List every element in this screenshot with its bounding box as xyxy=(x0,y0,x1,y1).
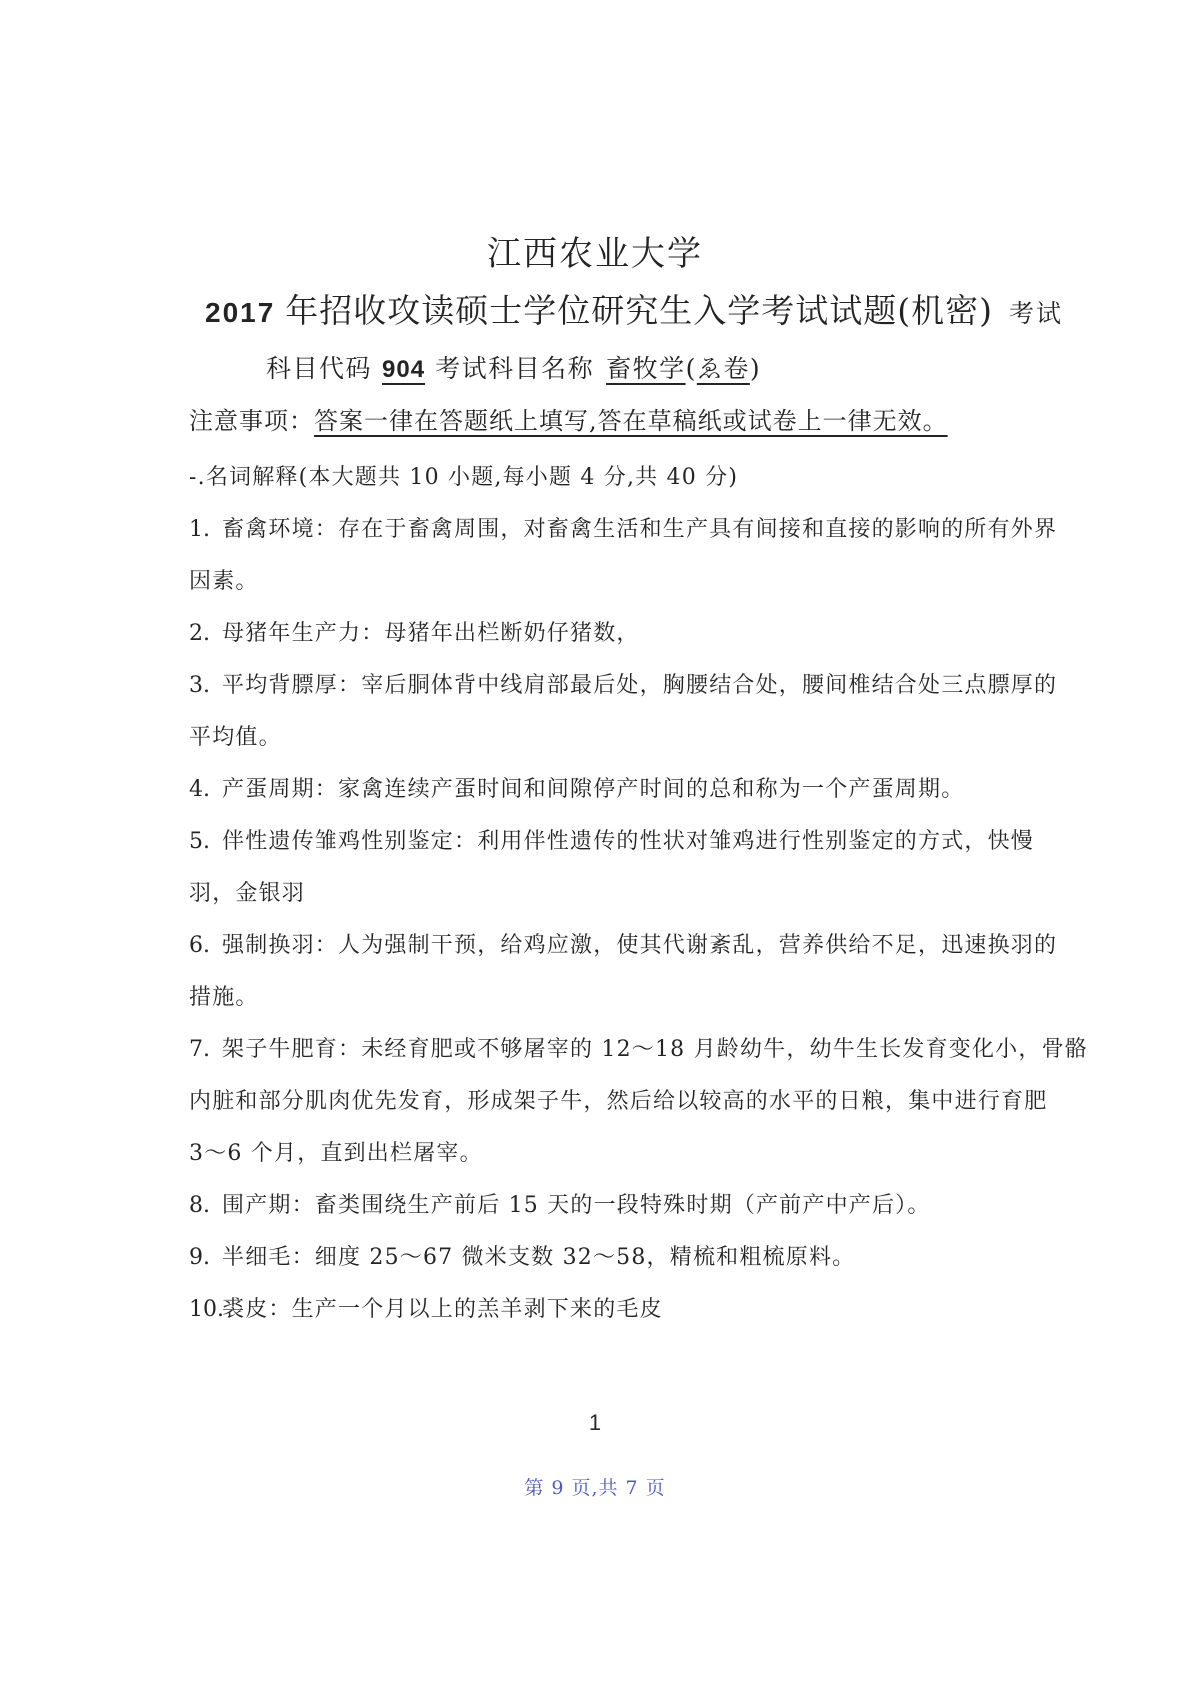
page-number: 1 xyxy=(588,1410,602,1435)
item-7-line-3: 3～6 个月，直到出栏屠宰。 xyxy=(189,1141,483,1166)
item-1-line-1 xyxy=(189,504,1129,556)
item-2-line-1 xyxy=(189,608,1129,660)
item-2-text: 母猪年生产力：母猪年出栏断奶仔猪数， xyxy=(222,621,640,646)
item-5-text: 伴性遗传雏鸡性别鉴定：利用伴性遗传的性状对雏鸡进行性别鉴定的方式，快慢 xyxy=(222,829,1035,854)
variant-open-paren: ( xyxy=(685,354,697,383)
exam-heading-tail: 考试 xyxy=(1009,299,1064,328)
item-1-number: 1. xyxy=(189,517,210,542)
notice-label: 注意事项： xyxy=(189,407,314,435)
item-3-line-1 xyxy=(189,660,1129,712)
item-3-number: 3. xyxy=(189,673,210,698)
notice-text: 答案一律在答题纸上填写,答在草稿纸或试卷上一律无效。 xyxy=(314,407,948,435)
item-6-number: 6. xyxy=(189,933,210,958)
item-7-line-2: 内脏和部分肌肉优先发育，形成架子牛，然后给以较高的水平的日粮，集中进行育肥 xyxy=(189,1089,1048,1114)
item-10-text: 裘皮：生产一个月以上的羔羊剥下来的毛皮 xyxy=(222,1297,663,1322)
item-5-line-1 xyxy=(189,816,1129,868)
item-6-line-1 xyxy=(189,920,1129,972)
item-8-line-1 xyxy=(189,1180,1129,1232)
item-8-text: 围产期：畜类围绕生产前后 15 天的一段特殊时期（产前产中产后）。 xyxy=(222,1193,931,1218)
item-2-number: 2. xyxy=(189,621,210,646)
exam-year: 2017 xyxy=(205,297,276,328)
item-3-text: 平均背膘厚：宰后胴体背中线肩部最后处，胸腰结合处，腰间椎结合处三点膘厚的 xyxy=(222,673,1058,698)
item-7-line-1 xyxy=(189,1024,1129,1076)
notice-line xyxy=(189,401,948,436)
item-3-line-2: 平均值。 xyxy=(189,725,282,750)
subject-name-value: 畜牧学 xyxy=(606,354,686,383)
variant-value: ゑ卷 xyxy=(696,354,750,383)
item-1-line-2: 因素。 xyxy=(189,569,259,594)
item-9-line-1 xyxy=(189,1232,1129,1284)
item-10-number: 10. xyxy=(189,1297,224,1322)
subject-line xyxy=(266,349,761,385)
item-4-number: 4. xyxy=(189,777,210,802)
item-8-number: 8. xyxy=(189,1193,210,1218)
subject-code-label: 科目代码 xyxy=(266,354,373,383)
subject-code-value: 904 xyxy=(382,356,426,383)
page-footer: 第 9 页,共 7 页 xyxy=(524,1477,666,1499)
question-section xyxy=(189,452,1129,1336)
exam-heading-main: 年招收攻读硕士学位研究生入学考试试题(机密) xyxy=(285,291,994,330)
exam-heading-line xyxy=(205,285,1063,332)
item-7-number: 7. xyxy=(189,1037,210,1062)
item-9-text: 半细毛：细度 25～67 微米支数 32～58，精梳和粗梳原料。 xyxy=(222,1245,856,1270)
university-title: 江西农业大学 xyxy=(487,234,703,274)
item-4-text: 产蛋周期：家禽连续产蛋时间和间隙停产时间的总和称为一个产蛋周期。 xyxy=(222,777,965,802)
item-1-text: 畜禽环境：存在于畜禽周围，对畜禽生活和生产具有间接和直接的影响的所有外界 xyxy=(222,517,1058,542)
item-9-number: 9. xyxy=(189,1245,210,1270)
item-6-text: 强制换羽：人为强制干预，给鸡应激，使其代谢紊乱，营养供给不足，迅速换羽的 xyxy=(222,933,1058,958)
item-6-line-2: 措施。 xyxy=(189,985,259,1010)
section-heading: -.名词解释(本大题共 10 小题,每小题 4 分,共 40 分) xyxy=(189,465,739,490)
item-10-line-1 xyxy=(189,1284,1129,1336)
item-7-text: 架子牛肥育：未经育肥或不够屠宰的 12～18 月龄幼牛，幼牛生长发育变化小，骨骼 xyxy=(222,1037,1088,1062)
subject-name-label: 考试科目名称 xyxy=(435,354,595,383)
item-4-line-1 xyxy=(189,764,1129,816)
variant-close-paren: ) xyxy=(749,354,762,383)
item-5-number: 5. xyxy=(189,829,210,854)
item-5-line-2: 羽，金银羽 xyxy=(189,881,306,906)
